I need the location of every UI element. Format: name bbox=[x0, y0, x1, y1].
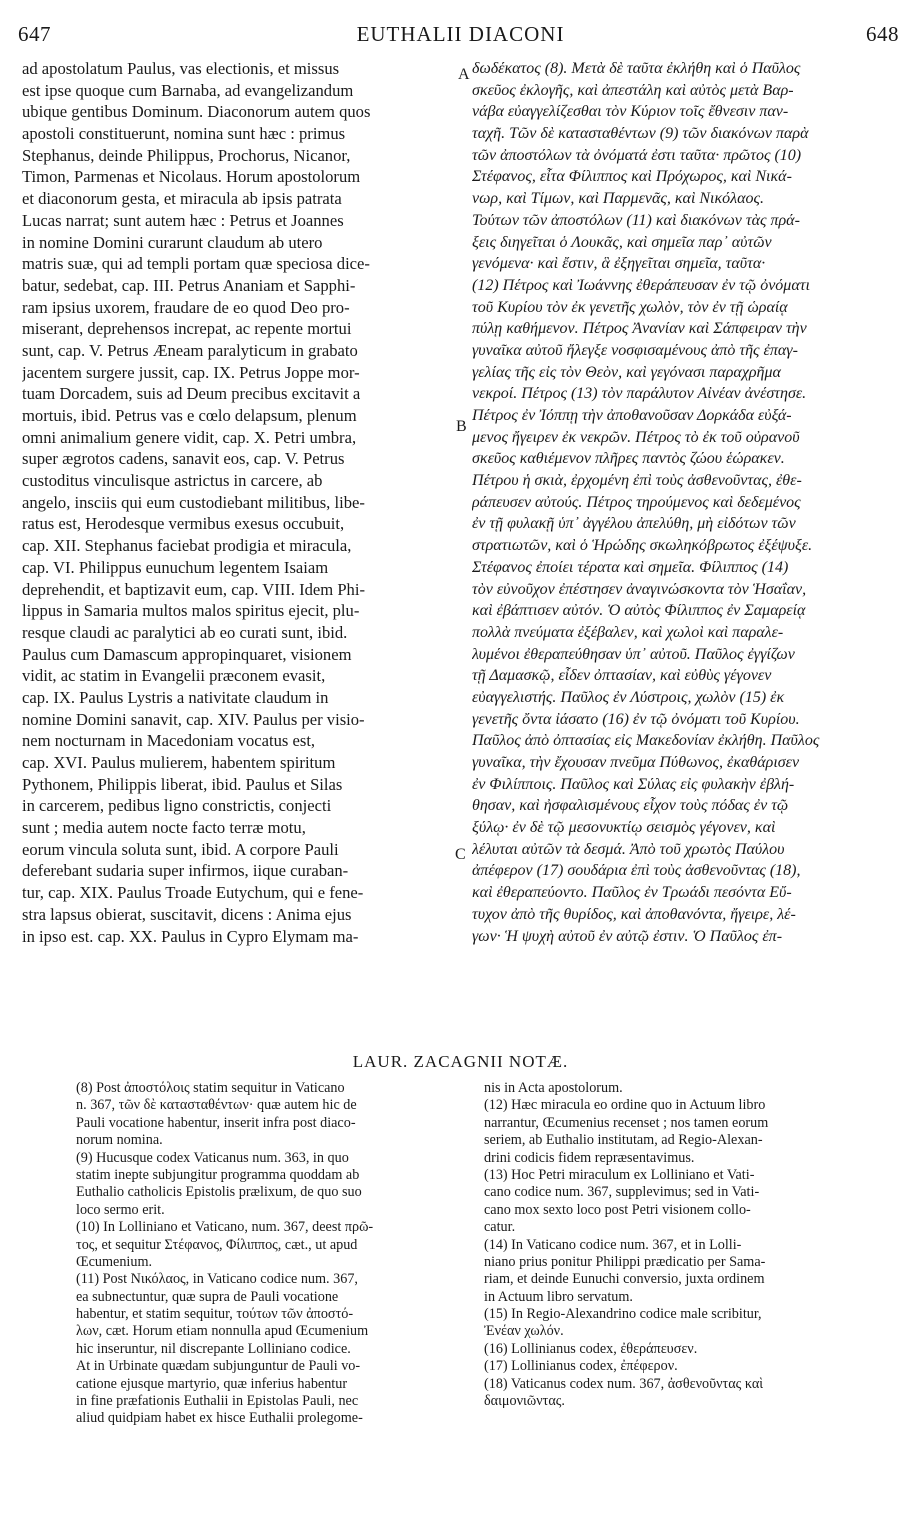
greek-text-line: τῶν ἀποστόλων τὰ ὀνόματά ἐστι ταῦτα· πρῶτος (10) bbox=[472, 146, 802, 164]
latin-text-line: in nomine Domini curarunt claudum ab utero bbox=[22, 232, 323, 252]
latin-text-line: jacentem surgere jussit, cap. IX. Petrus Joppe mor- bbox=[22, 362, 360, 382]
greek-text-line: γελίας τῆς εἰς τὸν Θεὸν, καὶ γεγόνασι παραχρῆμα bbox=[472, 363, 781, 381]
latin-text-line: Lucas narrat; sunt autem hæc : Petrus et Joannes bbox=[22, 210, 344, 230]
latin-text-line: custoditus vinculisque astrictus in carcere, ab bbox=[22, 471, 323, 491]
greek-text-line: καὶ ἐθεραπεύοντο. Παῦλος ἐν Τρωάδι πεσόντα Εὔ- bbox=[472, 884, 792, 902]
greek-text-line: ξεις διηγεῖται ὁ Λουκᾶς, καὶ σημεῖα παρ᾽ αὐτῶν bbox=[472, 233, 772, 251]
latin-text-line: omni animalium genere vidit, cap. X. Petri umbra, bbox=[22, 427, 357, 447]
greek-text-line: ταχῆ. Τῶν δὲ κατασταθέντων (9) τῶν διακόνων παρὰ bbox=[472, 125, 809, 143]
latin-text-line: resque claudi ac paralytici ab eo curati sunt, ibid. bbox=[22, 622, 348, 642]
latin-text-line: in carcerem, pedibus ligno constrictis, conjecti bbox=[22, 796, 332, 816]
greek-text-line: λυμένοι ἐθεραπεύθησαν ὑπ᾽ αὐτοῦ. Παῦλος ἐγγίζων bbox=[472, 645, 795, 663]
latin-text-line: Paulus cum Damascum appropinquaret, visionem bbox=[22, 644, 352, 664]
greek-text-line: πολλὰ πνεύματα ἐξέβαλεν, καὶ χωλοὶ καὶ παραλε- bbox=[472, 623, 784, 641]
note-line: drini codicis fidem repræsentavimus. bbox=[484, 1149, 695, 1166]
greek-text-line: ράπευσεν αὐτούς. Πέτρος τηρούμενος καὶ δεδεμένος bbox=[472, 493, 801, 511]
note-line: cano codice num. 367, supplevimus; sed in Vati- bbox=[484, 1184, 760, 1201]
greek-text-line: γυναῖκα, τὴν ἔχουσαν πνεῦμα Πύθωνος, ἐκαθάρισεν bbox=[472, 754, 800, 771]
greek-text-line: δωδέκατος (8). Μετὰ δὲ ταῦτα ἐκλήθη καὶ ὁ Παῦλος bbox=[472, 60, 801, 77]
greek-text-line: σκεῦος ἐκλογῆς, καὶ ἀπεστάλη καὶ αὐτὸς μετὰ Βαρ- bbox=[472, 81, 794, 99]
greek-text-line: θησαν, καὶ ἠσφαλισμένους εἶχον τοὺς πόδας ἐν τῷ bbox=[472, 797, 789, 815]
notes-right-column bbox=[484, 1080, 894, 1410]
latin-text-line: Stephanus, deinde Philippus, Prochorus, Nicanor, bbox=[22, 145, 351, 165]
latin-text-line: miserant, deprehensos increpat, ac repente mortui bbox=[22, 319, 352, 339]
latin-text-line: Timon, Parmenas et Nicolaus. Horum apostolorum bbox=[22, 167, 361, 187]
note-line: habentur, et statim sequitur, τούτων τῶν ἀποστό- bbox=[76, 1306, 354, 1323]
latin-text-line: nem nocturnam in Macedoniam vocatus est, bbox=[22, 731, 316, 751]
greek-text-line: γενόμενα· καὶ ἔστιν, ἃ ἐξηγεῖται σημεῖα, ταῦτα· bbox=[472, 255, 766, 273]
note-line: (12) Hæc miracula eo ordine quo in Actuum libro bbox=[484, 1097, 766, 1114]
note-line: (10) In Lolliniano et Vaticano, num. 367, deest πρῶ- bbox=[76, 1219, 374, 1236]
note-line: (16) Lollinianus codex, ἐθεράπευσεν. bbox=[484, 1340, 698, 1357]
note-line: (9) Hucusque codex Vaticanus num. 363, in quo bbox=[76, 1149, 349, 1166]
greek-text-line: νεκροί. Πέτρος (13) τὸν παράλυτον Αἰνέαν ἀνέστησε. bbox=[472, 385, 807, 403]
page-number-right: 648 bbox=[866, 22, 899, 46]
latin-text-line: eorum vincula soluta sunt, ibid. A corpore Pauli bbox=[22, 839, 339, 859]
notes-left-column bbox=[76, 1080, 466, 1428]
latin-text-line: mortuis, ibid. Petrus vas e cœlo delapsum, plenum bbox=[22, 406, 357, 425]
note-line: in Actuum libro servatum. bbox=[484, 1288, 633, 1305]
latin-text-line: apostoli constituerunt, nomina sunt hæc : primus bbox=[22, 124, 346, 144]
latin-text-line: ram ipsius uxorem, fraudare de eo quod Deo pro- bbox=[22, 297, 350, 317]
greek-text-line: Πέτρου ἡ σκιὰ, ἐρχομένη ἐπὶ τοὺς ἀσθενοῦντας, ἐθε- bbox=[472, 472, 802, 490]
note-line: narrantur, Œcumenius recenset ; nos tamen eorum bbox=[484, 1114, 769, 1131]
margin-marker-b: B bbox=[456, 418, 467, 435]
latin-text-line: cap. IX. Paulus Lystris a nativitate claudum in bbox=[22, 687, 329, 707]
greek-text-line: τῇ Δαμασκῷ, εἶδεν ὀπτασίαν, καὶ εὐθὺς γέγονεν bbox=[472, 667, 772, 685]
latin-text-line: ad apostolatum Paulus, vas electionis, et missus bbox=[22, 59, 340, 78]
greek-column bbox=[472, 58, 904, 947]
note-line: Euthalio catholicis Epistolis prælixum, de quo suo bbox=[76, 1184, 362, 1201]
latin-text-line: angelo, insciis qui eum custodiebant militibus, libe- bbox=[22, 492, 365, 512]
greek-text-line: τὸν εὐνοῦχον ἐπέστησεν ἀναγινώσκοντα τὸν Ἡσαΐαν, bbox=[472, 580, 807, 598]
note-line: (18) Vaticanus codex num. 367, ἀσθενοῦντας καὶ bbox=[484, 1375, 764, 1392]
greek-text-line: τυχον ἀπὸ τῆς θυρίδος, καὶ ἀποθανόντα, ἤγειρε, λέ- bbox=[472, 905, 796, 923]
note-line: catur. bbox=[484, 1219, 516, 1236]
note-line: (11) Post Νικόλαος, in Vaticano codice num. 367, bbox=[76, 1271, 358, 1288]
greek-text-line: ἐν τῇ φυλακῇ ὑπ᾽ ἀγγέλου ἀπελύθη, μὴ εἰδότων τῶν bbox=[472, 515, 796, 533]
note-line: (17) Lollinianus codex, ἐπέφερον. bbox=[484, 1358, 678, 1375]
greek-text-line: πύλῃ καθήμενον. Πέτρος Ἀνανίαν καὶ Σάπφειραν τὴν bbox=[472, 320, 807, 338]
latin-text-line: tuam Dorcadem, suis ad Deum precibus excitavit a bbox=[22, 384, 361, 404]
note-line: Ἐνέαν χωλόν. bbox=[484, 1323, 564, 1340]
latin-text-line: cap. XII. Stephanus faciebat prodigia et miracula, bbox=[22, 536, 352, 556]
greek-text-line: (12) Πέτρος καὶ Ἰωάννης ἐθεράπευσαν ἐν τῷ ὀνόματι bbox=[472, 276, 810, 294]
greek-text-line: ἐν Φιλίπποις. Παῦλος καὶ Σύλας εἰς φυλακὴν ἐβλή- bbox=[472, 775, 795, 793]
note-line: n. 367, τῶν δὲ κατασταθέντων· quæ autem hic de bbox=[76, 1097, 357, 1114]
note-line: catione ejusque martyrio, quæ inferius habentur bbox=[76, 1375, 348, 1392]
greek-text-line: γων· Ἡ ψυχὴ αὐτοῦ ἐν αὐτῷ ἐστιν. Ὁ Παῦλος ἐπ- bbox=[472, 927, 783, 945]
latin-text-line: deprehendit, et baptizavit eum, cap. VIII. Idem Phi- bbox=[22, 579, 365, 599]
latin-text-line: batur, sedebat, cap. III. Petrus Ananiam et Sapphi- bbox=[22, 275, 356, 295]
latin-text-line: in ipso est. cap. XX. Paulus in Cypro Elymam ma- bbox=[22, 926, 359, 946]
greek-text-line: ἀπέφερον (17) σουδάρια ἐπὶ τοὺς ἀσθενοῦντας (18), bbox=[472, 862, 801, 880]
greek-text-line: σκεῦος καθιέμενον πλῆρες παντὸς ζώου ἑώρακεν. bbox=[472, 450, 785, 468]
note-line: τος, et sequitur Στέφανος, Φίλιππος, cæt., ut apud bbox=[76, 1236, 358, 1253]
latin-text-line: cap. XVI. Paulus mulierem, habentem spiritum bbox=[22, 753, 336, 772]
latin-text-line: matris suæ, qui ad templi portam quæ speciosa dice- bbox=[22, 254, 370, 274]
note-line: λων, cæt. Horum etiam nonnulla apud Œcumenium bbox=[76, 1323, 369, 1340]
greek-text-line: γυναῖκα αὐτοῦ ἤλεγξε νοσφισαμένους ἀπὸ τῆς ἐπαγ- bbox=[472, 341, 798, 359]
note-line: loco sermo erit. bbox=[76, 1201, 165, 1218]
greek-text-line: Πέτρος ἐν Ἰόππῃ τὴν ἀποθανοῦσαν Δορκάδα εὐξά- bbox=[472, 407, 792, 424]
greek-text-line: νάβα εὐαγγελίζεσθαι τὸν Κύριον τοῖς ἔθνεσιν παν- bbox=[472, 103, 789, 121]
latin-text-line: super ægrotos cadens, sanavit eos, cap. V. Petrus bbox=[22, 449, 345, 469]
greek-text-line: καὶ ἐβάπτισεν αὐτόν. Ὁ αὐτὸς Φίλιππος ἐν Σαμαρείᾳ bbox=[472, 602, 806, 620]
greek-text-line: τοῦ Κυρίου τὸν ἐκ γενετῆς χωλὸν, τὸν ἐν τῇ ὡραίᾳ bbox=[472, 298, 788, 316]
note-line: niano prius ponitur Philippi prædicatio per Sama- bbox=[484, 1253, 766, 1270]
notes-heading: LAUR. ZACAGNII NOTÆ. bbox=[352, 1052, 569, 1071]
note-line: nis in Acta apostolorum. bbox=[484, 1080, 623, 1096]
latin-text-line: Pythonem, Philippis liberat, ibid. Paulus et Silas bbox=[22, 774, 343, 794]
greek-text-line: μενος ἤγειρεν ἐκ νεκρῶν. Πέτρος τὸ ἐκ τοῦ οὐρανοῦ bbox=[472, 428, 800, 446]
page-number-left: 647 bbox=[18, 22, 51, 46]
greek-text-line: Τούτων τῶν ἀποστόλων (11) καὶ διακόνων τὰς πρά- bbox=[472, 211, 800, 229]
latin-text-line: deferebant sudaria super infirmos, iique curaban- bbox=[22, 861, 349, 881]
greek-text-line: εὐαγγελιστής. Παῦλος ἐν Λύστροις, χωλὸν (15) ἐκ bbox=[472, 688, 785, 706]
note-line: seriem, ab Euthalio institutam, ad Regio-Alexan- bbox=[484, 1132, 763, 1149]
greek-text-line: νωρ, καὶ Τίμων, καὶ Παρμενᾶς, καὶ Νικόλαος. bbox=[472, 190, 764, 208]
note-line: (8) Post ἀποστόλοις statim sequitur in Vaticano bbox=[76, 1080, 345, 1096]
margin-marker-c: C bbox=[455, 846, 466, 863]
note-line: riam, et deinde Eunuchi conversio, juxta ordinem bbox=[484, 1271, 765, 1288]
latin-text-line: ratus est, Herodesque vermibus exesus occubuit, bbox=[22, 514, 345, 534]
note-line: (14) In Vaticano codice num. 367, et in Lolli- bbox=[484, 1236, 742, 1253]
greek-text-line: Παῦλος ἀπὸ ὀπτασίας εἰς Μακεδονίαν ἐκλήθη. Παῦλος bbox=[472, 732, 820, 750]
latin-text-line: lippus in Samaria multos malos spiritus ejecit, plu- bbox=[22, 601, 360, 621]
greek-text-line: ξύλῳ· ἐν δὲ τῷ μεσονυκτίῳ σεισμὸς γέγονεν, καὶ bbox=[472, 819, 776, 837]
note-line: cano mox sexto loco post Petri visionem collo- bbox=[484, 1201, 751, 1218]
greek-text-line: Στέφανος, εἶτα Φίλιππος καὶ Πρόχωρος, καὶ Νικά- bbox=[472, 168, 792, 186]
note-line: Pauli vocatione habentur, inserit infra post diaco- bbox=[76, 1114, 356, 1131]
latin-text-line: stra lapsus obierat, suscitavit, dicens : Anima ejus bbox=[22, 904, 352, 924]
greek-text-line: στρατιωτῶν, καὶ ὁ Ἡρώδης σκωληκόβρωτος ἐξέψυξε. bbox=[472, 537, 813, 555]
note-line: ea subnectuntur, quæ supra de Pauli vocatione bbox=[76, 1288, 339, 1305]
note-line: At in Urbinate quædam subjunguntur de Pauli vo- bbox=[76, 1358, 361, 1375]
note-line: in fine præfationis Euthalii in Epistolas Pauli, nec bbox=[76, 1393, 359, 1410]
latin-text-line: nomine Domini sanavit, cap. XIV. Paulus per visio- bbox=[22, 709, 365, 729]
latin-text-line: tur, cap. XIX. Paulus Troade Eutychum, qui e fene- bbox=[22, 883, 364, 903]
latin-text-line: ubique gentibus Dominum. Diaconorum autem quos bbox=[22, 102, 371, 122]
note-line: (15) In Regio-Alexandrino codice male scribitur, bbox=[484, 1306, 762, 1323]
margin-marker-a: A bbox=[458, 66, 470, 83]
running-title: EUTHALII DIACONI bbox=[356, 22, 565, 46]
note-line: Œcumenium. bbox=[76, 1253, 153, 1270]
latin-text-line: est ipse quoque cum Barnaba, ad evangelizandum bbox=[22, 80, 354, 100]
note-line: aliud quidpiam habet ex hisce Euthalii prolegome- bbox=[76, 1410, 363, 1427]
note-line: norum nomina. bbox=[76, 1132, 163, 1149]
latin-text-line: et diaconorum gesta, et miracula ab ipsis patrata bbox=[22, 189, 342, 209]
latin-text-line: vidit, ac statim in Evangelii præconem evasit, bbox=[22, 666, 326, 686]
note-line: δαιμονιῶντας. bbox=[484, 1393, 565, 1410]
latin-text-line: cap. VI. Philippus eunuchum legentem Isaiam bbox=[22, 557, 329, 577]
latin-column bbox=[22, 58, 454, 947]
greek-text-line: Στέφανος ἐποίει τέρατα καὶ σημεῖα. Φίλιππος (14) bbox=[472, 558, 789, 576]
greek-text-line: λέλυται αὐτῶν τὰ δεσμά. Ἀπὸ τοῦ χρωτὸς Παύλου bbox=[472, 840, 785, 858]
note-line: (13) Hoc Petri miraculum ex Lolliniano et Vati- bbox=[484, 1166, 755, 1183]
latin-text-line: sunt ; media autem nocte facto terræ motu, bbox=[22, 818, 306, 838]
greek-text-line: γενετῆς ὄντα ἰάσατο (16) ἐν τῷ ὀνόματι τοῦ Κυρίου. bbox=[472, 710, 800, 728]
note-line: hic inseruntur, nil discrepante Lolliniano codice. bbox=[76, 1340, 351, 1357]
latin-text-line: sunt, cap. V. Petrus Æneam paralyticum in grabato bbox=[22, 340, 358, 360]
note-line: statim inepte subjungitur programma quoddam ab bbox=[76, 1166, 360, 1183]
